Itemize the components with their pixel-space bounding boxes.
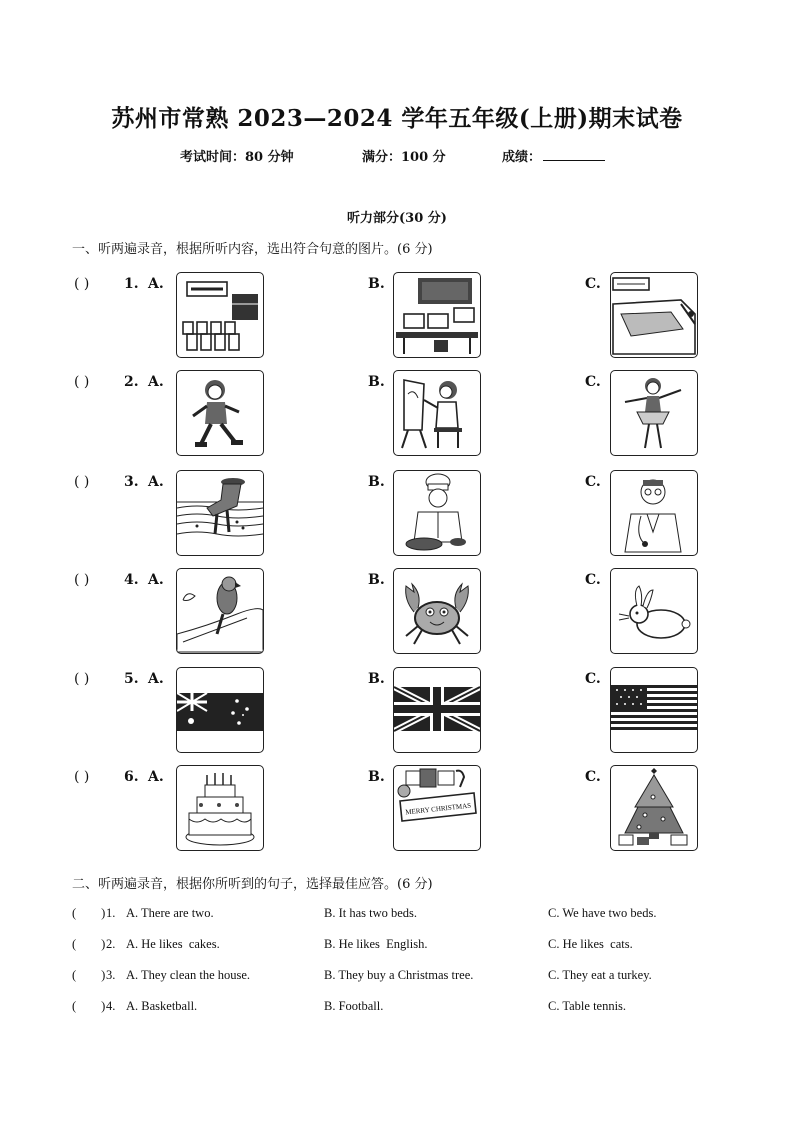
score-field xyxy=(502,146,605,165)
option-letter: A. xyxy=(148,572,164,588)
answer-bracket[interactable]: ( ) xyxy=(74,474,90,490)
exam-title: 苏州市常熟 2023—2024 学年五年级(上册)期末试卷 xyxy=(111,105,683,132)
option-a: A. They clean the house. xyxy=(126,968,251,982)
option-c: C. We have two beds. xyxy=(548,906,657,920)
question-number: 4. xyxy=(124,572,139,588)
merry-christmas-sign-picture[interactable] xyxy=(393,765,481,851)
option-letter: A. xyxy=(148,276,164,292)
crab-picture[interactable] xyxy=(393,568,481,654)
option-letter: C. xyxy=(585,671,601,687)
dancing-girl-picture[interactable] xyxy=(610,370,698,456)
computer-room-picture[interactable] xyxy=(393,272,481,358)
question-number: 3. xyxy=(124,474,139,490)
option-letter: A. xyxy=(148,474,164,490)
part1-heading: 一、听两遍录音，根据所听内容，选出符合句意的图片。(6 分) xyxy=(72,242,433,257)
christmas-tree-picture[interactable] xyxy=(610,765,698,851)
answer-bracket[interactable]: ( ) xyxy=(74,572,90,588)
svg-text:MERRY CHRISTMAS: MERRY CHRISTMAS xyxy=(404,801,472,817)
answer-bracket[interactable]: ( ) xyxy=(72,968,106,982)
score-label: 成绩： xyxy=(502,150,542,165)
option-letter: B. xyxy=(368,769,385,785)
answer-bracket[interactable]: ( ) xyxy=(74,769,90,785)
option-c: C. He likes cats. xyxy=(548,937,633,951)
listening-section-title: 听力部分(30 分) xyxy=(347,211,447,226)
answer-bracket[interactable]: ( ) xyxy=(74,374,90,390)
question-number: 6. xyxy=(124,769,139,785)
option-letter: A. xyxy=(148,769,164,785)
question-number: 1. xyxy=(106,906,116,920)
option-letter: B. xyxy=(368,671,385,687)
full-score: 满分：100 分 xyxy=(362,150,446,165)
option-letter: C. xyxy=(585,276,601,292)
option-letter: C. xyxy=(585,769,601,785)
option-b: B. It has two beds. xyxy=(324,906,418,920)
drawing-girl-picture[interactable] xyxy=(393,370,481,456)
birthday-cake-picture[interactable] xyxy=(176,765,264,851)
option-letter: C. xyxy=(585,374,601,390)
question-number: 3. xyxy=(106,968,116,982)
question-number: 1. xyxy=(124,276,139,292)
us-flag-picture[interactable] xyxy=(610,667,698,753)
option-a: A. Basketball. xyxy=(126,999,198,1013)
playground-picture[interactable] xyxy=(610,272,698,358)
option-a: A. He likes cakes. xyxy=(126,937,220,951)
option-b: B. He likes English. xyxy=(324,937,428,951)
option-letter: A. xyxy=(148,671,164,687)
part2-heading: 二、听两遍录音，根据你所听到的句子，选择最佳应答。(6 分) xyxy=(72,877,433,892)
option-b: B. Football. xyxy=(324,999,384,1013)
option-b: B. They buy a Christmas tree. xyxy=(324,968,474,982)
rabbit-picture[interactable] xyxy=(610,568,698,654)
option-letter: B. xyxy=(368,474,385,490)
parrot-picture[interactable] xyxy=(176,568,264,654)
option-letter: C. xyxy=(585,474,601,490)
answer-bracket[interactable]: ( ) xyxy=(72,937,106,951)
answer-bracket[interactable]: ( ) xyxy=(74,671,90,687)
option-letter: B. xyxy=(368,572,385,588)
question-number: 2. xyxy=(124,374,139,390)
answer-bracket[interactable]: ( ) xyxy=(74,276,90,292)
doctor-picture[interactable] xyxy=(610,470,698,556)
question-number: 2. xyxy=(106,937,116,951)
skating-girl-picture[interactable] xyxy=(176,370,264,456)
exam-time: 考试时间：80 分钟 xyxy=(180,150,294,165)
australia-flag-picture[interactable] xyxy=(176,667,264,753)
question-number: 5. xyxy=(124,671,139,687)
option-letter: A. xyxy=(148,374,164,390)
question-number: 4. xyxy=(106,999,116,1013)
option-letter: B. xyxy=(368,276,385,292)
score-blank[interactable] xyxy=(543,148,605,161)
uk-flag-picture[interactable] xyxy=(393,667,481,753)
option-c: C. Table tennis. xyxy=(548,999,627,1013)
answer-bracket[interactable]: ( ) xyxy=(72,906,106,920)
cook-picture[interactable] xyxy=(393,470,481,556)
option-a: A. There are two. xyxy=(126,906,214,920)
option-letter: B. xyxy=(368,374,385,390)
farmer-picture[interactable] xyxy=(176,470,264,556)
music-room-picture[interactable] xyxy=(176,272,264,358)
answer-bracket[interactable]: ( ) xyxy=(72,999,106,1013)
option-letter: C. xyxy=(585,572,601,588)
option-c: C. They eat a turkey. xyxy=(548,968,652,982)
